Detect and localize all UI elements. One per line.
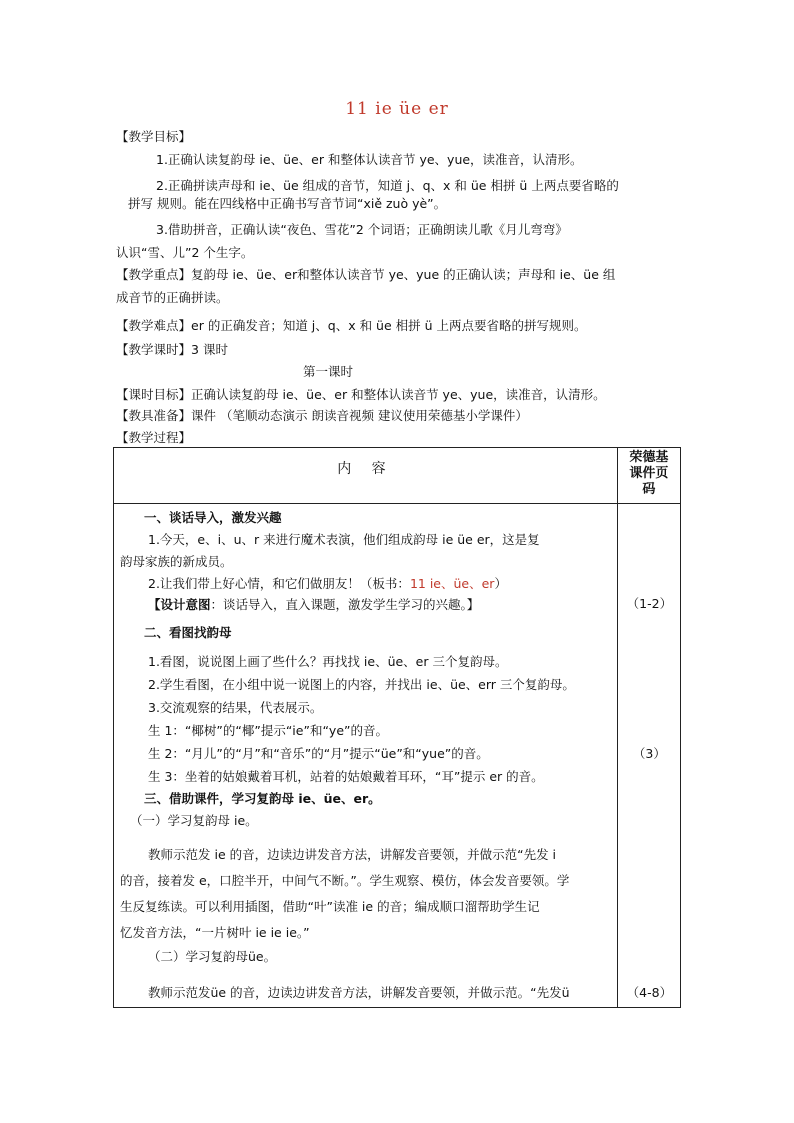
ie-p2: 的音，接着发 e，口腔半开，中间气不断。”。学生观察、模仿，体会发音要领。学 (120, 873, 570, 888)
section-1-title: 一、谈话导入，激发兴趣 (144, 510, 282, 525)
key-points-label: 【教学重点】 (116, 267, 192, 282)
design-intent (148, 595, 479, 613)
objectives-heading: 【教学目标】 (116, 129, 192, 144)
ie-p1: 教师示范发 ie 的音，边读边讲发音方法，讲解发音要领，并做示范“先发 i (148, 847, 557, 862)
objective-2-line2: 拼写 规则。能在四线格中正确书写音节词“xiě zuò yè”。 (128, 196, 447, 211)
section-2-p2: 2.学生看图，在小组中说一说图上的内容，并找出 ie、üe、err 三个复韵母。 (148, 677, 575, 692)
section-2-p3: 3.交流观察的结果，代表展示。 (148, 700, 323, 715)
key-points-line2: 成音节的正确拼读。 (116, 290, 229, 305)
header-page-line3: 码 (642, 482, 656, 497)
header-content: 内 容 (114, 448, 618, 504)
section-1-p1b: 韵母家族的新成员。 (120, 554, 233, 569)
page-code-2: （3） (632, 746, 666, 761)
materials-label: 【教具准备】 (116, 408, 192, 423)
lesson-process-table (113, 447, 681, 1008)
design-intent-label: 【设计意图 (148, 597, 211, 612)
lesson-goal-text: 正确认读复韵母 ie、üe、er 和整体认读音节 ye、yue，读准音，认清形。 (191, 387, 606, 402)
header-page-line1: 荣德基 (629, 450, 669, 465)
student-3: 生 3：坐着的姑娘戴着耳机，站着的姑娘戴着耳环，“耳”提示 er 的音。 (148, 769, 544, 784)
section-1-p2 (148, 574, 507, 592)
key-points-line1 (116, 265, 615, 283)
student-1: 生 1：“椰树”的“椰”提示“ie”和“ye”的音。 (148, 723, 388, 738)
lesson-goal-line (116, 385, 606, 403)
header-page-code (617, 448, 680, 504)
page-code-3: （4-8） (626, 985, 673, 1000)
section-2-p1: 1.看图，说说图上画了些什么？再找找 ie、üe、er 三个复韵母。 (148, 654, 508, 669)
page-code-cell (617, 504, 680, 1008)
difficulty-text: er 的正确发音；知道 j、q、x 和 üe 相拼 ü 上两点要省略的拼写规则。 (191, 318, 587, 333)
student-2: 生 2：“月儿”的“月”和“音乐”的“月”提示“üe”和“yue”的音。 (148, 746, 489, 761)
subsection-1: （一）学习复韵母 ie。 (130, 813, 258, 828)
ie-p3: 生反复练读。可以利用插图，借助“叶”读准 ie 的音；编成顺口溜帮助学生记 (120, 899, 540, 914)
class-hours-line (116, 340, 228, 358)
section-1-p2a: 2.让我们带上好心情，和它们做朋友！（板书： (148, 576, 410, 591)
design-intent-text: ：谈话导入，直入课题，激发学生学习的兴趣。】 (210, 597, 480, 612)
page-code-1: （1-2） (626, 596, 673, 611)
lesson-goal-label: 【课时目标】 (116, 387, 192, 402)
header-page-line2: 课件页 (629, 466, 669, 481)
process-heading: 【教学过程】 (116, 430, 192, 445)
materials-line (116, 406, 528, 424)
objective-1: 1.正确认读复韵母 ie、üe、er 和整体认读音节 ye、yue，读准音，认清形。 (156, 152, 583, 167)
ie-p4: 忆发音方法，“一片树叶 ie ie ie。” (120, 925, 310, 940)
section-3-title: 三、借助课件，学习复韵母 ie、üe、er。 (144, 791, 381, 806)
difficulty-label: 【教学难点】 (116, 318, 192, 333)
class-hours-text: 3 课时 (191, 342, 228, 357)
key-points-text: 复韵母 ie、üe、er和整体认读音节 ye、yue 的正确认读；声母和 ie、üe 组 (191, 267, 616, 282)
section-1-p1a: 1.今天，e、i、u、r 来进行魔术表演，他们组成韵母 ie üe er，这是复 (148, 532, 540, 547)
board-writing: 11 ie、üe、er (409, 576, 495, 591)
section-2-title: 二、看图找韵母 (144, 625, 232, 640)
difficulty-line (116, 316, 587, 334)
first-lesson-heading: 第一课时 (303, 364, 354, 379)
class-hours-label: 【教学课时】 (116, 342, 192, 357)
section-1-p2c: ） (494, 576, 507, 591)
ue-p1: 教师示范发üe 的音，边读边讲发音方法，讲解发音要领，并做示范。“先发ü (148, 985, 570, 1000)
page-title: 11 ie üe er (345, 99, 449, 119)
materials-text: 课件 （笔顺动态演示 朗读音视频 建议使用荣德基小学课件） (191, 408, 528, 423)
objective-2-line1: 2.正确拼读声母和 ie、üe 组成的音节，知道 j、q、x 和 üe 相拼 ü 上两点要省略的 (156, 178, 619, 193)
content-cell (114, 504, 618, 1008)
subsection-2: （二）学习复韵母üe。 (148, 949, 277, 964)
objective-3-line2: 认识“雪、儿”2 个生字。 (116, 245, 254, 260)
objective-3-line1: 3.借助拼音，正确认读“夜色、雪花”2 个词语；正确朗读儿歌《月儿弯弯》 (156, 222, 568, 237)
